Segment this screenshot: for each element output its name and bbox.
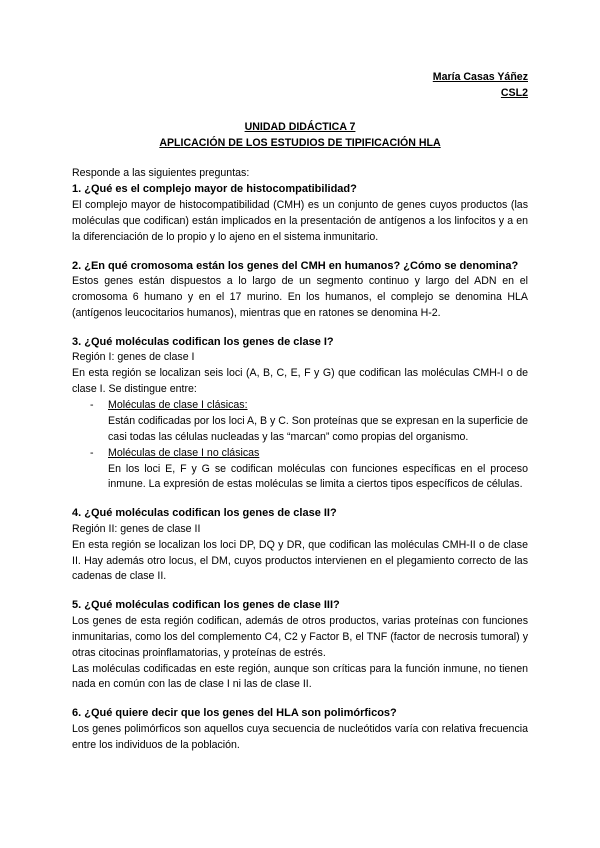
question-5-title: 5. ¿Qué moléculas codifican los genes de clase III? [72, 599, 340, 612]
course-code: CSL2 [500, 86, 528, 99]
list-dash: - [90, 446, 94, 459]
question-4-region: Región II: genes de clase II [72, 522, 201, 535]
class-i-list [72, 398, 528, 493]
question-3-region: Región I: genes de clase I [72, 351, 195, 364]
question-5-answer-2: Las moléculas codificadas en este región, aunque son críticas para la función inmune, no tienen nada en común con las de clase I ni las de clase II. [72, 662, 528, 691]
unit-title: UNIDAD DIDÁCTICA 7 [244, 120, 356, 133]
list-item [72, 398, 528, 446]
question-4-title: 4. ¿Qué moléculas codifican los genes de clase II? [72, 507, 337, 520]
question-3-title: 3. ¿Qué moléculas codifican los genes de clase I? [72, 335, 334, 348]
author-name: María Casas Yáñez [432, 71, 528, 83]
list-item-text: En los loci E, F y G se codifican moléculas con funciones específicas en el proceso inmune. La expresión de estas moléculas se limita a ciertos tipos específicos de células. [108, 462, 528, 491]
question-5-answer-1: Los genes de esta región codifican, además de otros productos, varias proteínas con funciones inmunitarias, como los del complemento C4, C2 y Factor B, el TNF (factor de necrosis tumoral) y otras citocinas proinflamatorias, y proteínas de estrés. [72, 614, 528, 659]
question-4-answer: En esta región se localizan los loci DP, DQ y DR, que codifican las moléculas CMH-II o de clase II. Hay además otro locus, el DM, cuyos productos intervienen en el plegamiento correcto de las cadenas de clase II. [72, 538, 528, 583]
list-item-title: Moléculas de clase I no clásicas [108, 446, 260, 459]
question-1 [72, 181, 528, 245]
list-item-title: Moléculas de clase I clásicas: [108, 398, 248, 411]
question-4 [72, 505, 528, 585]
question-3 [72, 334, 528, 494]
question-6-title: 6. ¿Qué quiere decir que los genes del HLA son polimórficos? [72, 707, 397, 720]
list-item [72, 446, 528, 494]
question-2 [72, 258, 528, 322]
question-3-intro: En esta región se localizan seis loci (A, B, C, E, F y G) que codifican las moléculas CMH-I o de clase I. Se distingue entre: [72, 367, 528, 396]
document-subtitle: APLICACIÓN DE LOS ESTUDIOS DE TIPIFICACIÓN HLA [159, 136, 441, 149]
title-block [72, 120, 528, 152]
question-6 [72, 705, 528, 753]
question-1-answer: El complejo mayor de histocompatibilidad (CMH) es un conjunto de genes cuyos productos (las moléculas que codifican) están implicados en la presentación de antígenos a los linfocitos y a en la diferenciación de lo propio y lo ajeno en el sistema inmunitario. [72, 198, 528, 243]
question-2-title: 2. ¿En qué cromosoma están los genes del CMH en humanos? ¿Cómo se denomina? [72, 259, 519, 272]
question-2-answer: Estos genes están dispuestos a lo largo de un segmento continuo y largo del ADN en el cromosoma 6 humano y en el 17 murino. En los humanos, el complejo se denomina HLA (antígenos leucocitarios humanos), mientras que en ratones se denomina H-2. [72, 275, 528, 319]
question-6-answer: Los genes polimórficos son aquellos cuya secuencia de nucleótidos varía con relativa frecuencia entre los individuos de la población. [72, 722, 528, 751]
list-item-text: Están codificadas por los loci A, B y C. Son proteínas que se expresan en la superficie de casi todas las células nucleadas y las “marcan” como propias del organismo. [108, 414, 528, 443]
instructions: Responde a las siguientes preguntas: [72, 166, 250, 179]
question-1-title: 1. ¿Qué es el complejo mayor de histocompatibilidad? [72, 183, 357, 196]
list-dash: - [90, 398, 94, 411]
question-5 [72, 597, 528, 693]
